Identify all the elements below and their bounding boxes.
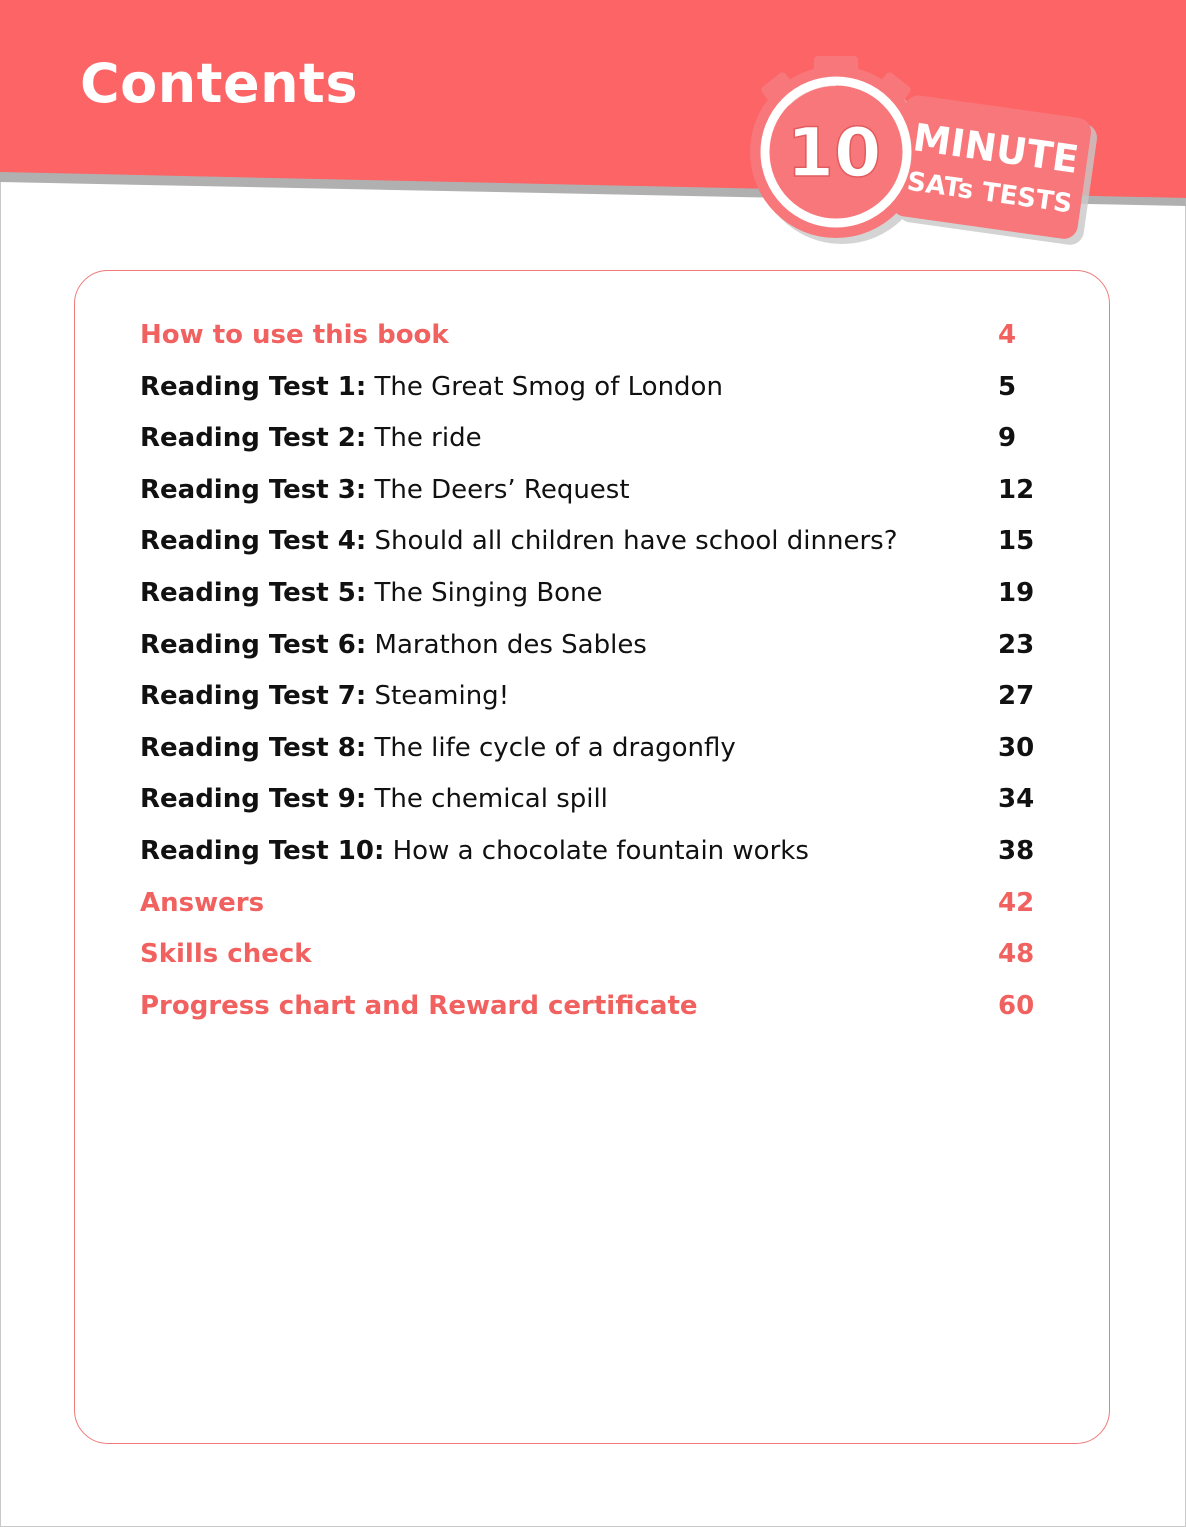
- toc-title: Steaming!: [366, 681, 510, 712]
- toc-entry-reading-test-5[interactable]: [140, 568, 1040, 620]
- toc-label: Reading Test 1:: [140, 371, 367, 402]
- toc-title: The Singing Bone: [366, 577, 603, 608]
- toc-page-number: 34: [998, 784, 1035, 815]
- toc-label: Answers: [140, 887, 265, 918]
- toc-label: Reading Test 2:: [140, 423, 367, 454]
- toc-entry-reading-test-1[interactable]: [140, 362, 1040, 414]
- toc-page-number: 48: [998, 939, 1035, 970]
- toc-label: Reading Test 7:: [140, 681, 367, 712]
- toc-entry-answers[interactable]: [140, 878, 1040, 930]
- toc-label: Reading Test 8:: [140, 732, 367, 763]
- toc-page-number: 42: [998, 887, 1035, 918]
- toc-label: Reading Test 4:: [140, 526, 367, 557]
- toc-label: Skills check: [140, 939, 312, 970]
- toc-title: The Great Smog of London: [366, 371, 723, 402]
- toc-title: The ride: [366, 423, 482, 454]
- toc-title: The life cycle of a dragonfly: [366, 732, 736, 763]
- toc-entry-how-to-use[interactable]: [140, 310, 1040, 362]
- toc-page-number: 27: [998, 681, 1035, 712]
- logo-subtitle: SATs TESTS: [905, 166, 1075, 220]
- toc-page-number: 5: [998, 371, 1017, 402]
- ten-minute-sats-logo: [748, 52, 1100, 252]
- toc-page-number: 15: [998, 526, 1035, 557]
- toc-title: The Deers’ Request: [366, 474, 630, 505]
- toc-entry-reading-test-7[interactable]: [140, 671, 1040, 723]
- toc-label: Reading Test 6:: [140, 629, 367, 660]
- toc-entry-reading-test-8[interactable]: [140, 723, 1040, 775]
- toc-label: Reading Test 10:: [140, 835, 385, 866]
- toc-page-number: 9: [998, 423, 1017, 454]
- toc-title: Should all children have school dinners?: [366, 526, 898, 557]
- toc-entry-reading-test-6[interactable]: [140, 620, 1040, 672]
- toc-entry-reading-test-9[interactable]: [140, 774, 1040, 826]
- toc-entry-reading-test-3[interactable]: [140, 465, 1040, 517]
- toc-entry-reading-test-2[interactable]: [140, 413, 1040, 465]
- toc-page-number: 12: [998, 474, 1035, 505]
- toc-page-number: 38: [998, 835, 1035, 866]
- toc-page-number: 23: [998, 629, 1035, 660]
- toc-page-number: 19: [998, 577, 1035, 608]
- toc-title: The chemical spill: [366, 784, 608, 815]
- logo-word: MINUTE: [910, 115, 1082, 182]
- toc-label: Progress chart and Reward certificate: [140, 990, 698, 1021]
- toc-title: How a chocolate fountain works: [384, 835, 809, 866]
- toc-page-number: 30: [998, 732, 1035, 763]
- toc-label: Reading Test 9:: [140, 784, 367, 815]
- table-of-contents: [140, 310, 1040, 1032]
- toc-page-number: 60: [998, 990, 1035, 1021]
- toc-entry-skills-check[interactable]: [140, 929, 1040, 981]
- toc-label: Reading Test 3:: [140, 474, 367, 505]
- toc-title: Marathon des Sables: [366, 629, 647, 660]
- page-title: Contents: [80, 52, 359, 115]
- toc-page-number: 4: [998, 320, 1017, 350]
- toc-entry-progress-chart[interactable]: [140, 981, 1040, 1033]
- toc-label: How to use this book: [140, 320, 449, 350]
- logo-number: 10: [786, 114, 882, 193]
- toc-label: Reading Test 5:: [140, 577, 367, 608]
- toc-entry-reading-test-4[interactable]: [140, 516, 1040, 568]
- toc-entry-reading-test-10[interactable]: [140, 826, 1040, 878]
